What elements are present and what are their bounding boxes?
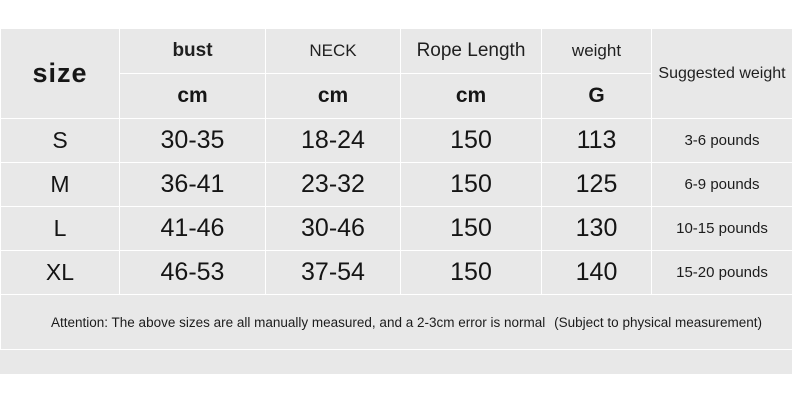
header-size-label: size	[1, 29, 120, 119]
row-bust: 36-41	[120, 163, 266, 207]
row-weight: 125	[542, 163, 652, 207]
row-bust: 46-53	[120, 251, 266, 295]
row-neck: 23-32	[266, 163, 401, 207]
header-bust: bust	[120, 29, 266, 74]
table-header-row-1	[1, 29, 792, 74]
row-rope-length: 150	[401, 163, 542, 207]
table-row	[1, 207, 792, 251]
size-chart-table	[0, 28, 792, 350]
row-size: XL	[1, 251, 120, 295]
note-disclaimer-text: (Subject to physical measurement)	[554, 314, 762, 330]
row-rope-length: 150	[401, 207, 542, 251]
row-weight: 140	[542, 251, 652, 295]
table-note-cell	[1, 295, 792, 350]
table-note-row	[1, 295, 792, 350]
note-attention-text: Attention: The above sizes are all manually measured, and a 2-3cm error is normal	[51, 314, 546, 330]
header-neck: NECK	[266, 29, 401, 74]
row-neck: 37-54	[266, 251, 401, 295]
table-row	[1, 163, 792, 207]
row-size: S	[1, 119, 120, 163]
header-suggested-weight: Suggested weight	[652, 29, 792, 119]
table-row	[1, 119, 792, 163]
header-rope-length-unit: cm	[401, 74, 542, 119]
header-weight-unit: G	[542, 74, 652, 119]
row-rope-length: 150	[401, 251, 542, 295]
header-weight: weight	[542, 29, 652, 74]
header-rope-length: Rope Length	[401, 29, 542, 74]
row-neck: 30-46	[266, 207, 401, 251]
row-suggested-weight: 15-20 pounds	[652, 251, 792, 295]
bottom-margin	[0, 374, 792, 402]
row-suggested-weight: 3-6 pounds	[652, 119, 792, 163]
row-size: L	[1, 207, 120, 251]
row-bust: 30-35	[120, 119, 266, 163]
row-neck: 18-24	[266, 119, 401, 163]
row-bust: 41-46	[120, 207, 266, 251]
row-suggested-weight: 10-15 pounds	[652, 207, 792, 251]
size-chart-container	[0, 28, 792, 374]
header-neck-unit: cm	[266, 74, 401, 119]
row-size: M	[1, 163, 120, 207]
row-suggested-weight: 6-9 pounds	[652, 163, 792, 207]
top-margin	[0, 0, 792, 28]
row-weight: 113	[542, 119, 652, 163]
row-rope-length: 150	[401, 119, 542, 163]
header-bust-unit: cm	[120, 74, 266, 119]
table-row	[1, 251, 792, 295]
row-weight: 130	[542, 207, 652, 251]
